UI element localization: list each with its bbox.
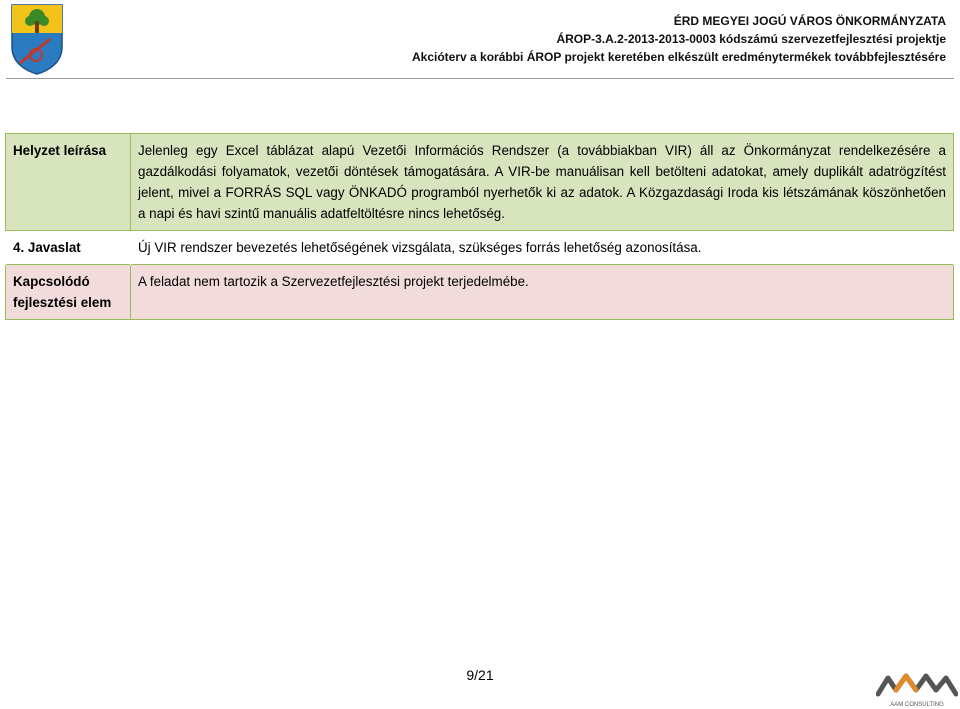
city-crest-icon <box>10 3 64 75</box>
table-row <box>6 265 954 320</box>
measure-table <box>5 133 954 320</box>
header-org: ÉRD MEGYEI JOGÚ VÁROS ÖNKORMÁNYZATA <box>673 14 946 28</box>
table-row <box>6 134 954 231</box>
header-project: ÁROP-3.A.2-2013-2013-0003 kódszámú szervezetfejlesztési projektje <box>556 32 946 46</box>
header-subtitle: Akcióterv a korábbi ÁROP projekt keretében elkészült eredménytermékek továbbfejlesztésére <box>411 50 946 64</box>
row-text: A feladat nem tartozik a Szervezetfejlesztési projekt terjedelmébe. <box>131 265 954 320</box>
row-label: Helyzet leírása <box>6 134 131 231</box>
logo-text: AAM CONSULTING <box>890 702 944 708</box>
page-header <box>0 0 960 80</box>
row-label: 4. Javaslat <box>6 231 131 265</box>
aam-consulting-logo <box>876 672 958 708</box>
row-text: Új VIR rendszer bevezetés lehetőségének vizsgálata, szükséges forrás lehetőség azonosítása. <box>131 231 954 265</box>
header-divider <box>6 78 954 79</box>
row-label: Kapcsolódó fejlesztési elem <box>6 265 131 320</box>
page-number: 9/21 <box>466 667 494 683</box>
row-text: Jelenleg egy Excel táblázat alapú Vezetői Információs Rendszer (a továbbiakban VIR) áll az Önkormányzat rendelkezésére a gazdálkodási folyamatok, vezetői döntések támogatására. A VIR-be manuálisan kell betölteni adatokat, amely duplikált adatrögzítést jelent, mivel a FORRÁS SQL vagy ÖNKADÓ programból nyerhetők ki az adatok. A Közgazdasági Iroda kis létszámának köszönhetően a napi és havi szintű manuális adatfeltöltésre nincs lehetőség. <box>131 134 954 231</box>
table-row <box>6 231 954 265</box>
